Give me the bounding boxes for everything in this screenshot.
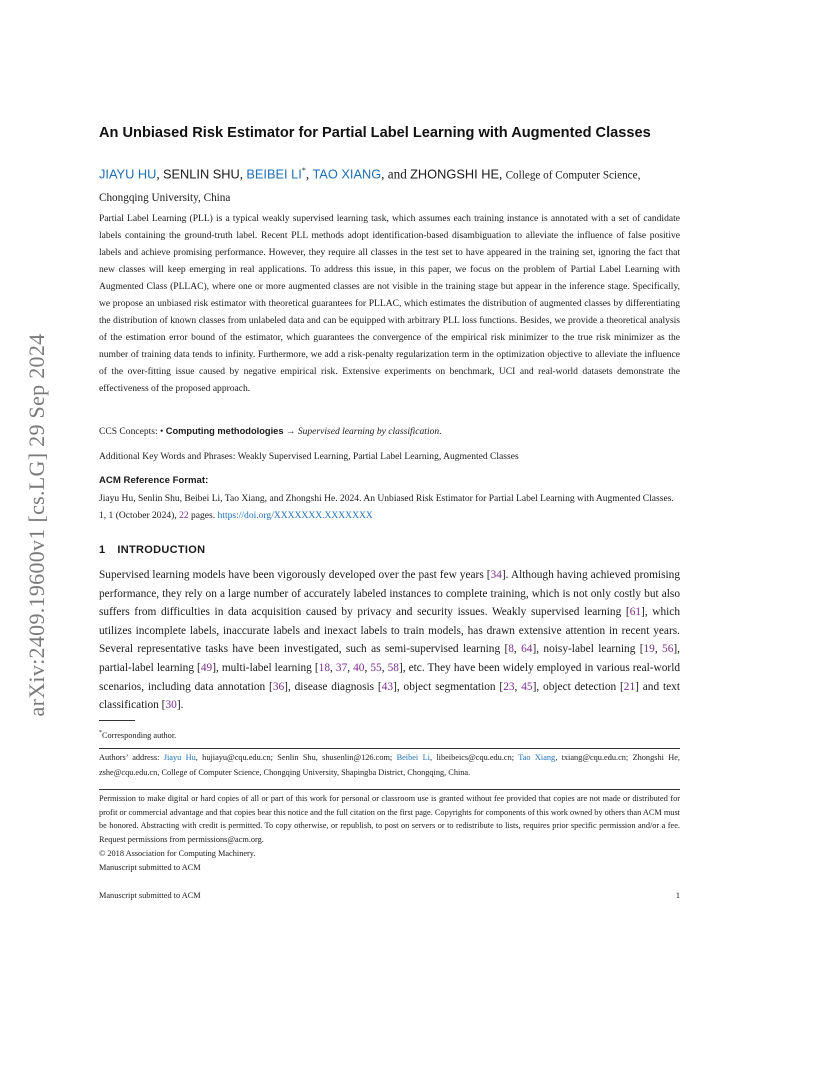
footer-running-text: Manuscript submitted to ACM <box>99 891 201 900</box>
manuscript-note: Manuscript submitted to ACM <box>99 862 201 872</box>
citation-link[interactable]: 56 <box>662 643 674 656</box>
citation-link[interactable]: 36 <box>272 680 285 693</box>
citation-link[interactable]: 21 <box>623 680 636 693</box>
citation-link[interactable]: 18 <box>318 661 330 674</box>
citation-link[interactable]: 37 <box>335 661 348 674</box>
author-link-tao-xiang[interactable]: TAO XIANG <box>312 166 382 182</box>
author-senlin-shu: SENLIN SHU <box>162 166 240 182</box>
author-link-beibei-li[interactable]: BEIBEI LI <box>246 166 302 182</box>
abstract: Partial Label Learning (PLL) is a typical weakly supervised learning task, which assumes each training instance is annotated with a set of candidate labels containing the ground-truth label. Recent PLL methods adopt identification-based disambiguation to alleviate the influence of false positive labels and achieve promising performance. However, they require all classes in the test set to have appeared in the training set, ignoring the fact that new classes will keep emerging in real applications. To address this issue, in this paper, we focus on the problem of Partial Label Learning with Augmented Class (PLLAC), where one or more augmented classes are not visible in the training stage but appear in the inference stage. Specifically, we propose an unbiased risk estimator with theoretical guarantees for PLLAC, which estimates the distribution of augmented classes by differentiating the distribution of known classes from unlabeled data and can be equipped with arbitrary PLL loss functions. Besides, we provide a theoretical analysis of the estimation error bound of the estimator, which guarantees the convergence of the empirical risk minimizer to the true risk minimizer as the number of training data tends to infinity. Furthermore, we add a risk-penalty regularization term in the optimization objective to alleviate the influence of the over-fitting issue caused by negative empirical risk. Extensive experiments on benchmark, UCI and real-world datasets demonstrate the effectiveness of the proposed approach. <box>99 213 680 394</box>
arxiv-sidebar-stamp <box>22 290 52 760</box>
introduction-paragraph: Supervised learning models have been vigorously developed over the past few years [34]. Although having achieved promising performance, they rely on a large number of accurately labeled instances to complete training, which is not only costly but also suffers from difficulties in data acquisition caused by privacy and security issues. Weakly supervised learning [61], which utilizes incomplete labels, inaccurate labels and inexact labels to train models, has drawn extensive attention in recent years. Several representative tasks have been investigated, such as semi-supervised learning [8, 64], noisy-label learning [19, 56], partial-label learning [49], multi-label learning [18, 37, 40, 55, 58], etc. They have been widely employed in various real-world scenarios, including data annotation [36], disease diagnosis [43], object segmentation [23, 45], object detection [21] and text classification [30]. <box>99 569 681 712</box>
citation-link[interactable]: 8 <box>508 643 514 656</box>
affiliation: College of Computer Science, Chongqing University, China <box>99 169 641 205</box>
corresponding-mark: * <box>301 166 306 175</box>
citation-link[interactable]: 64 <box>521 643 533 656</box>
citation-link[interactable]: 30 <box>165 699 177 712</box>
acm-reference: Jiayu Hu, Senlin Shu, Beibei Li, Tao Xiang, and Zhongshi He. 2024. An Unbiased Risk Estimator for Partial Label Learning with Augmented Classes. 1, 1 (October 2024), 22 pages. https://doi.org/XXXXXXX.XXXXXXX <box>99 493 674 521</box>
divider <box>99 789 680 790</box>
footnote-rule <box>99 720 135 721</box>
citation-link[interactable]: 23 <box>503 680 515 693</box>
citation-link[interactable]: 49 <box>200 661 213 674</box>
citation-link[interactable]: 55 <box>370 661 382 674</box>
citation-link[interactable]: 58 <box>387 661 399 674</box>
authors-address: Authors’ address: Jiayu Hu, hujiayu@cqu.edu.cn; Senlin Shu, shusenlin@126.com; Beibei Li, libeibeics@cqu.edu.cn; Tao Xiang, txiang@cqu.edu.cn; Zhongshi He, zshe@cqu.edu.cn, College of Computer Science, Chongqing University, Shapingba District, Chongqing, China. <box>99 753 680 777</box>
author-address-link[interactable]: Beibei Li <box>396 753 430 762</box>
page-number: 1 <box>675 891 680 900</box>
paper-title: An Unbiased Risk Estimator for Partial Label Learning with Augmented Classes <box>99 125 651 141</box>
corresponding-footnote: *Corresponding author. <box>99 730 177 740</box>
citation-link[interactable]: 45 <box>521 680 533 693</box>
citation-link[interactable]: 34 <box>490 569 502 581</box>
citation-link[interactable]: 61 <box>629 606 642 619</box>
author-link-jiayu-hu[interactable]: JIAYU HU <box>99 166 157 182</box>
acm-reference-heading: ACM Reference Format: <box>99 475 209 486</box>
author-address-link[interactable]: Jiayu Hu <box>163 753 196 762</box>
keywords: Additional Key Words and Phrases: Weakly Supervised Learning, Partial Label Learning, Augmented Classes <box>99 451 519 462</box>
author-zhongshi-he: ZHONGSHI HE <box>410 166 499 182</box>
section-heading-introduction: 1 INTRODUCTION <box>99 544 206 556</box>
divider <box>99 748 680 749</box>
arxiv-id-text: arXiv:2409.19600v1 [cs.LG] 29 Sep 2024 <box>24 333 49 717</box>
page-count-link[interactable]: 22 <box>179 510 189 521</box>
citation-link[interactable]: 40 <box>353 661 365 674</box>
ccs-concepts: CCS Concepts: • Computing methodologies → Supervised learning by classification. <box>99 426 442 437</box>
permission-notice: Permission to make digital or hard copies of all or part of this work for personal or classroom use is granted without fee provided that copies are not made or distributed for profit or commercial advantage and that copies bear this notice and the full citation on the first page. Copyrights for components of this work owned by others than ACM must be honored. Abstracting with credit is permitted. To copy otherwise, or republish, to post on servers or to redistribute to lists, requires prior specific permission and/or a fee. Request permissions from permissions@acm.org. © 2018 Association for Computing Machinery. Manuscript submitted to ACM <box>99 792 680 874</box>
copyright-line: © 2018 Association for Computing Machinery. <box>99 848 256 858</box>
page-footer <box>99 891 680 900</box>
citation-link[interactable]: 43 <box>381 680 394 693</box>
author-address-link[interactable]: Tao Xiang <box>518 753 556 762</box>
doi-link[interactable]: https://doi.org/XXXXXXX.XXXXXXX <box>217 510 373 521</box>
author-list: JIAYU HU, SENLIN SHU, BEIBEI LI*, TAO XIANG, and ZHONGSHI HE, College of Computer Science, Chongqing University, China <box>99 166 641 205</box>
citation-link[interactable]: 19 <box>643 643 655 656</box>
